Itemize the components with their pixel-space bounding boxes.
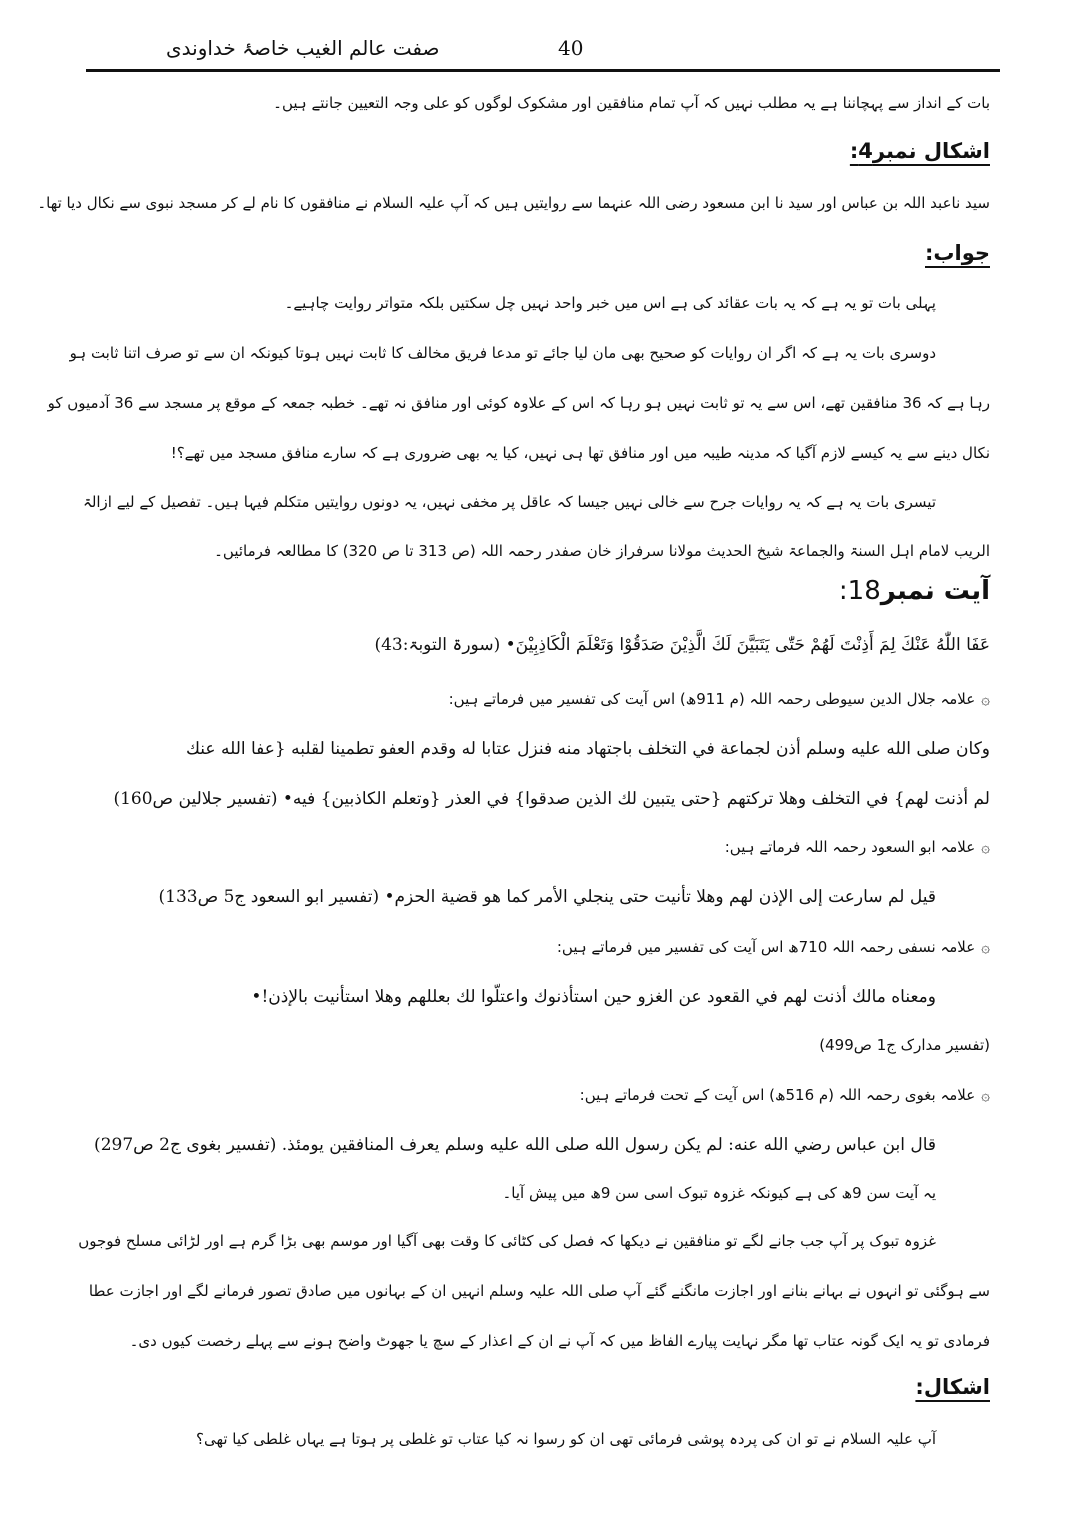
tafsir-intro-abussaud: ۞علامہ ابو السعود رحمہ اللہ فرماتے ہیں: bbox=[724, 838, 990, 856]
tafsir-arabic-line: لم أذنت لهم} في التخلف وهلا تركتهم {حتى يتبين لك الذين صدقوا} في العذر {وتعلم الكاذبين} فيه• (تفسیر جلالین ص160) bbox=[113, 789, 990, 809]
tafsir-arabic-line: قيل لم سارعت إلى الإذن لهم وهلا تأنيت حتى ينجلي الأمر كما هو قضية الحزم• (تفسیر ابو السعود ج5 ص133) bbox=[158, 887, 936, 907]
body-line: غزوہ تبوک پر آپ جب جانے لگے تو منافقین نے دیکھا کہ فصل کی کٹائی کا وقت بھی آگیا اور موسم بھی بڑا گرم ہے اور لڑائی مسلح فوجوں bbox=[78, 1232, 936, 1250]
tafsir-intro-baghawi: ۞علامہ بغوی رحمہ اللہ (م 516ھ) اس آیت کے تحت فرماتے ہیں: bbox=[579, 1086, 990, 1104]
ishkal-heading: اشکال: bbox=[915, 1375, 990, 1399]
ishkal-4-text: سید ناعبد اللہ بن عباس اور سید نا ابن مسعود رضی اللہ عنہما سے روایتیں ہیں کہ آپ علیہ السلام نے منافقوں کا نام لے کر مسجد نبوی سے نکال دیا تھا۔ bbox=[37, 194, 990, 212]
flower-bullet-icon: ۞ bbox=[981, 1086, 990, 1104]
answer-line: دوسری بات یہ ہے کہ اگر ان روایات کو صحیح بھی مان لیا جائے تو مدعا فریق مخالف کا ثابت نہیں ہوتا کیونکہ ان سے تو صرف اتنا ثابت ہو bbox=[69, 344, 936, 362]
flower-bullet-icon: ۞ bbox=[981, 938, 990, 956]
tafsir-arabic-line: قال ابن عباس رضي الله عنه: لم يكن رسول الله صلى الله عليه وسلم يعرف المنافقين يومئذ. (تفسیر بغوی ج2 ص297) bbox=[94, 1135, 936, 1155]
page-number: 40 bbox=[558, 36, 584, 60]
flower-bullet-icon: ۞ bbox=[981, 690, 990, 708]
flower-bullet-icon: ۞ bbox=[981, 838, 990, 856]
answer-line: الریب لامام اہل السنۃ والجماعۃ شیخ الحدیث مولانا سرفراز خان صفدر رحمہ اللہ (ص 313 تا ص 320) کا مطالعہ فرمائیں۔ bbox=[214, 542, 990, 560]
tafsir-arabic-line: وكان صلى الله عليه وسلم أذن لجماعة في التخلف باجتهاد منه فنزل عتابا له وقدم العفو تطمينا لقلبه {عفا الله عنك bbox=[185, 739, 990, 759]
tafsir-intro-nasafi: ۞علامہ نسفی رحمہ اللہ 710ھ اس آیت کی تفسیر میں فرماتے ہیں: bbox=[556, 938, 990, 956]
ayah-heading-word: آیت نمبر bbox=[880, 576, 990, 606]
answer-line: نکال دینے سے یہ کیسے لازم آگیا کہ مدینہ طیبہ میں اور منافق تھا ہی نہیں، کیا یہ بھی ضروری ہے کہ سارے منافق مسجد میں تھے؟! bbox=[170, 444, 990, 462]
ayah-heading-number: 18: bbox=[838, 576, 881, 606]
ayah-text: عَفَا اللّٰهُ عَنْكَ لِمَ أَذِنْتَ لَهُمْ حَتّٰى يَتَبَيَّنَ لَكَ الَّذِيْنَ صَدَقُوْا وَتَعْلَمَ الْكَاذِبِيْنَ• (سورۃ التوبۃ:43) bbox=[374, 635, 990, 655]
ayah-heading bbox=[600, 576, 990, 606]
body-line: سے ہوگئی تو انہوں نے بہانے بنانے اور اجازت مانگنے گئے آپ صلی اللہ علیہ وسلم انہیں ان کے بہانوں میں صادق تصور فرمانے لگے اور اجازت عطا bbox=[88, 1282, 990, 1300]
body-line: فرمادی تو یہ ایک گونہ عتاب تھا مگر نہایت پیارے الفاظ میں کہ آپ نے ان کے اعذار کے سچ یا جھوٹ واضح ہونے سے پہلے رخصت کیوں دی۔ bbox=[129, 1332, 990, 1350]
tafsir-reference: (تفسیر مدارک ج1 ص499) bbox=[819, 1036, 990, 1054]
running-header bbox=[88, 36, 998, 66]
ishkal-text: آپ علیہ السلام نے تو ان کی پردہ پوشی فرمائی تھی ان کو رسوا نہ کیا عتاب تو غلطی پر ہوتا ہے یہاں غلطی کیا تھی؟ bbox=[195, 1430, 936, 1448]
ishkal-4-heading: اشکال نمبر4: bbox=[849, 139, 990, 163]
body-line: یہ آیت سن 9ھ کی ہے کیونکہ غزوہ تبوک اسی سن 9ھ میں پیش آیا۔ bbox=[502, 1184, 936, 1202]
intro-line: بات کے انداز سے پہچاننا ہے یہ مطلب نہیں کہ آپ تمام منافقین اور مشکوک لوگوں کو علی وجہ التعیین جانتے ہیں۔ bbox=[273, 94, 990, 112]
answer-line: پہلی بات تو یہ ہے کہ یہ بات عقائد کی ہے اس میں خبر واحد نہیں چل سکتیں بلکہ متواتر روایت چاہیے۔ bbox=[284, 294, 936, 312]
book-title: صفت عالم الغیب خاصۂ خداوندی bbox=[166, 36, 440, 60]
tafsir-intro-suyuti: ۞علامہ جلال الدین سیوطی رحمہ اللہ (م 911ھ) اس آیت کی تفسیر میں فرماتے ہیں: bbox=[448, 690, 990, 708]
answer-line: تیسری بات یہ ہے کہ یہ روایات جرح سے خالی نہیں جیسا کہ عاقل پر مخفی نہیں، یہ دونوں روایتیں متکلم فیہا ہیں۔ تفصیل کے لیے ازالۃ bbox=[83, 493, 936, 511]
jawab-heading: جواب: bbox=[925, 241, 990, 265]
header-rule bbox=[86, 69, 1000, 72]
answer-line: رہا ہے کہ 36 منافقین تھے، اس سے یہ تو ثابت نہیں ہو رہا کہ اس کے علاوہ کوئی اور منافق نہ تھے۔ خطبہ جمعہ کے موقع پر مسجد سے 36 آدمیوں کو bbox=[47, 394, 990, 412]
tafsir-arabic-line: ومعناه مالك أذنت لهم في القعود عن الغزو حين استأذنوك واعتلّوا لك بعللهم وهلا استأنيت بالإذن!• bbox=[251, 987, 936, 1007]
